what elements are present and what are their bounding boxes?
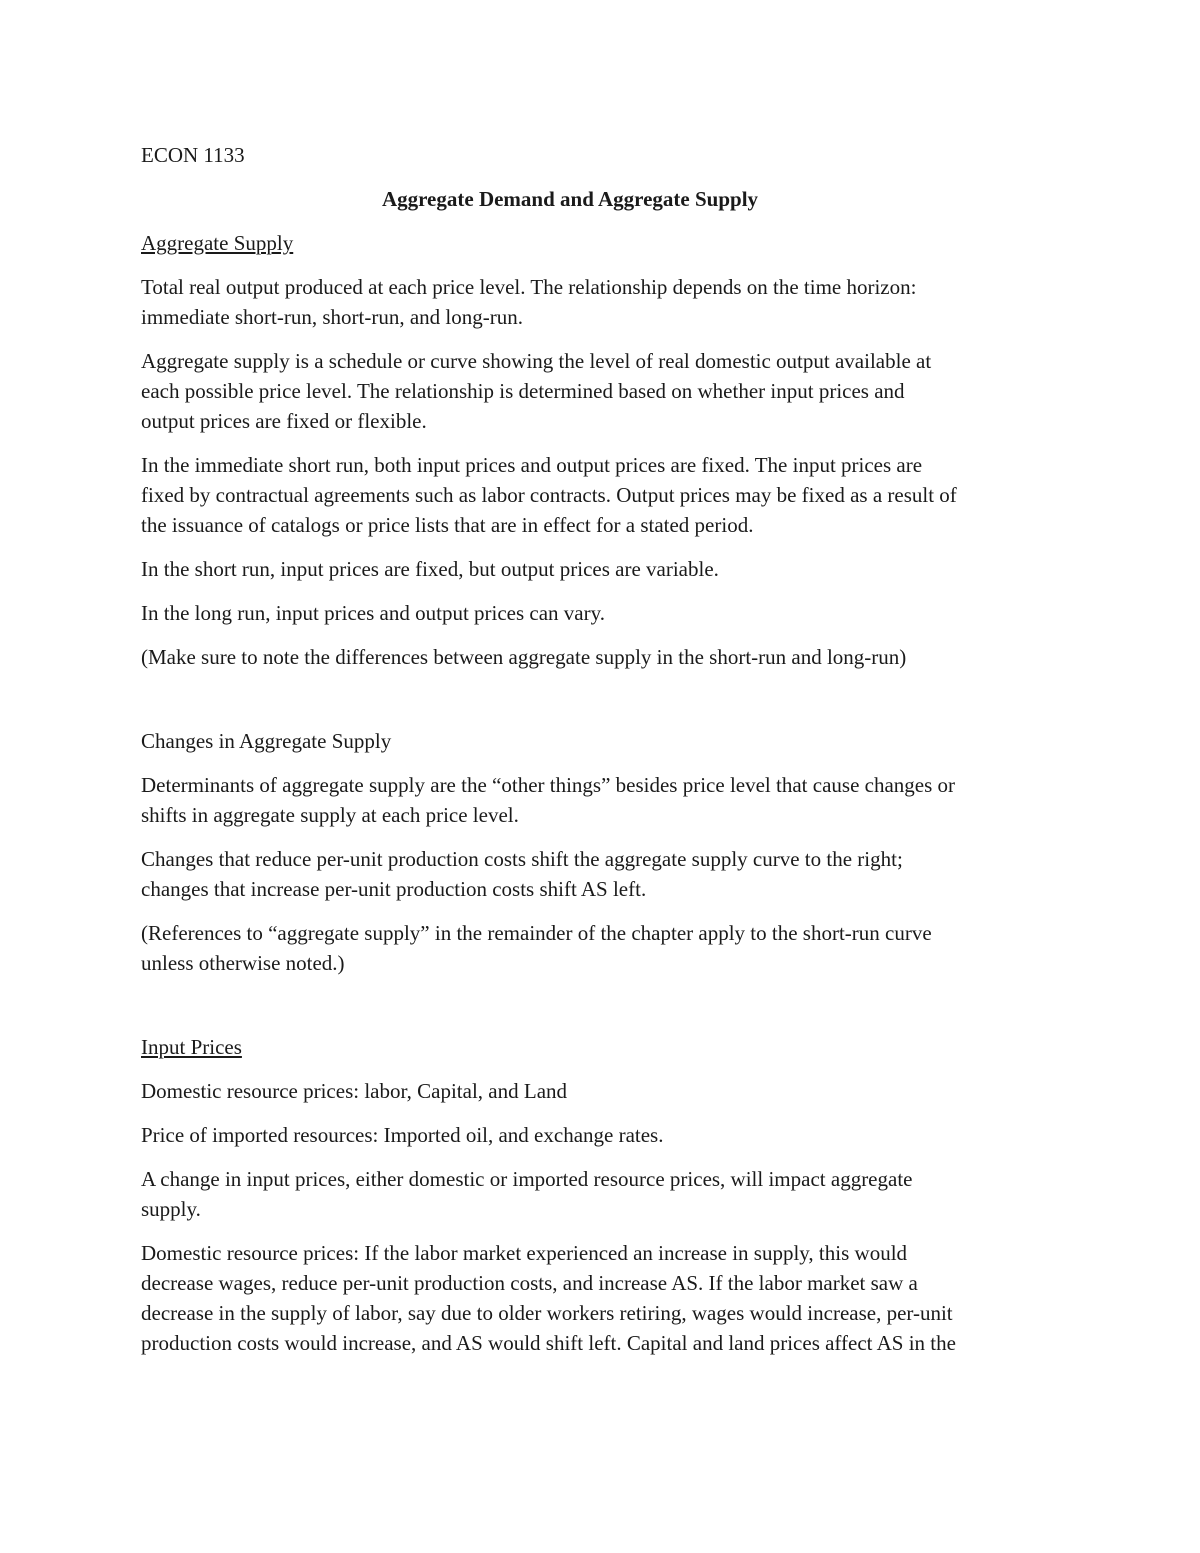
- paragraph: [141, 770, 1071, 830]
- paragraph: [141, 1120, 1071, 1150]
- paragraph-line: A change in input prices, either domestic or imported resource prices, will impact aggregate: [141, 1167, 913, 1191]
- paragraph-line: In the short run, input prices are fixed, but output prices are variable.: [141, 557, 719, 581]
- paragraph-line: Aggregate supply is a schedule or curve showing the level of real domestic output available at: [141, 349, 932, 373]
- paragraph: [141, 598, 1071, 628]
- paragraph-line: (References to “aggregate supply” in the remainder of the chapter apply to the short-run curve: [141, 921, 932, 945]
- paragraph: [141, 642, 1071, 672]
- paragraph: [141, 1238, 1071, 1358]
- paragraph-line: Changes that reduce per-unit production costs shift the aggregate supply curve to the right;: [141, 847, 903, 871]
- spacer: [141, 992, 1071, 1032]
- paragraph: [141, 1164, 1071, 1224]
- paragraph-line: decrease in the supply of labor, say due to older workers retiring, wages would increase, per-unit: [141, 1301, 953, 1325]
- paragraph-line: the issuance of catalogs or price lists that are in effect for a stated period.: [141, 513, 754, 537]
- paragraph-line: In the long run, input prices and output prices can vary.: [141, 601, 606, 625]
- paragraph: [141, 844, 1071, 904]
- paragraph-line: fixed by contractual agreements such as labor contracts. Output prices may be fixed as a result of: [141, 483, 957, 507]
- document-page: [141, 140, 1071, 1372]
- paragraph-line: Price of imported resources: Imported oil, and exchange rates.: [141, 1123, 664, 1147]
- paragraph-line: Determinants of aggregate supply are the “other things” besides price level that cause changes or: [141, 773, 956, 797]
- paragraph-line: Domestic resource prices: labor, Capital, and Land: [141, 1079, 568, 1103]
- paragraph-line: changes that increase per-unit production costs shift AS left.: [141, 877, 647, 901]
- paragraph-line: decrease wages, reduce per-unit production costs, and increase AS. If the labor market saw a: [141, 1271, 918, 1295]
- document-title: Aggregate Demand and Aggregate Supply: [381, 187, 759, 211]
- paragraph-line: unless otherwise noted.): [141, 951, 345, 975]
- paragraph: [141, 450, 1071, 540]
- course-code: ECON 1133: [141, 143, 245, 167]
- paragraph: [141, 346, 1071, 436]
- paragraph-line: supply.: [141, 1197, 201, 1221]
- paragraph-line: production costs would increase, and AS would shift left. Capital and land prices affect AS in the: [141, 1331, 956, 1355]
- paragraph: [141, 918, 1071, 978]
- paragraph-line: each possible price level. The relationship is determined based on whether input prices and: [141, 379, 905, 403]
- paragraph: [141, 1076, 1071, 1106]
- section-heading-changes-in-aggregate-supply: Changes in Aggregate Supply: [141, 729, 392, 753]
- paragraph-line: output prices are fixed or flexible.: [141, 409, 427, 433]
- section-heading-aggregate-supply: Aggregate Supply: [141, 231, 294, 255]
- paragraph: [141, 272, 1071, 332]
- paragraph-line: immediate short-run, short-run, and long-run.: [141, 305, 523, 329]
- paragraph-line: In the immediate short run, both input prices and output prices are fixed. The input prices are: [141, 453, 923, 477]
- spacer: [141, 686, 1071, 726]
- paragraph-line: shifts in aggregate supply at each price level.: [141, 803, 519, 827]
- paragraph: [141, 554, 1071, 584]
- paragraph-line: Domestic resource prices: If the labor market experienced an increase in supply, this would: [141, 1241, 908, 1265]
- paragraph-line: Total real output produced at each price level. The relationship depends on the time horizon:: [141, 275, 917, 299]
- paragraph-line: (Make sure to note the differences between aggregate supply in the short-run and long-run): [141, 645, 907, 669]
- section-heading-input-prices: Input Prices: [141, 1035, 242, 1059]
